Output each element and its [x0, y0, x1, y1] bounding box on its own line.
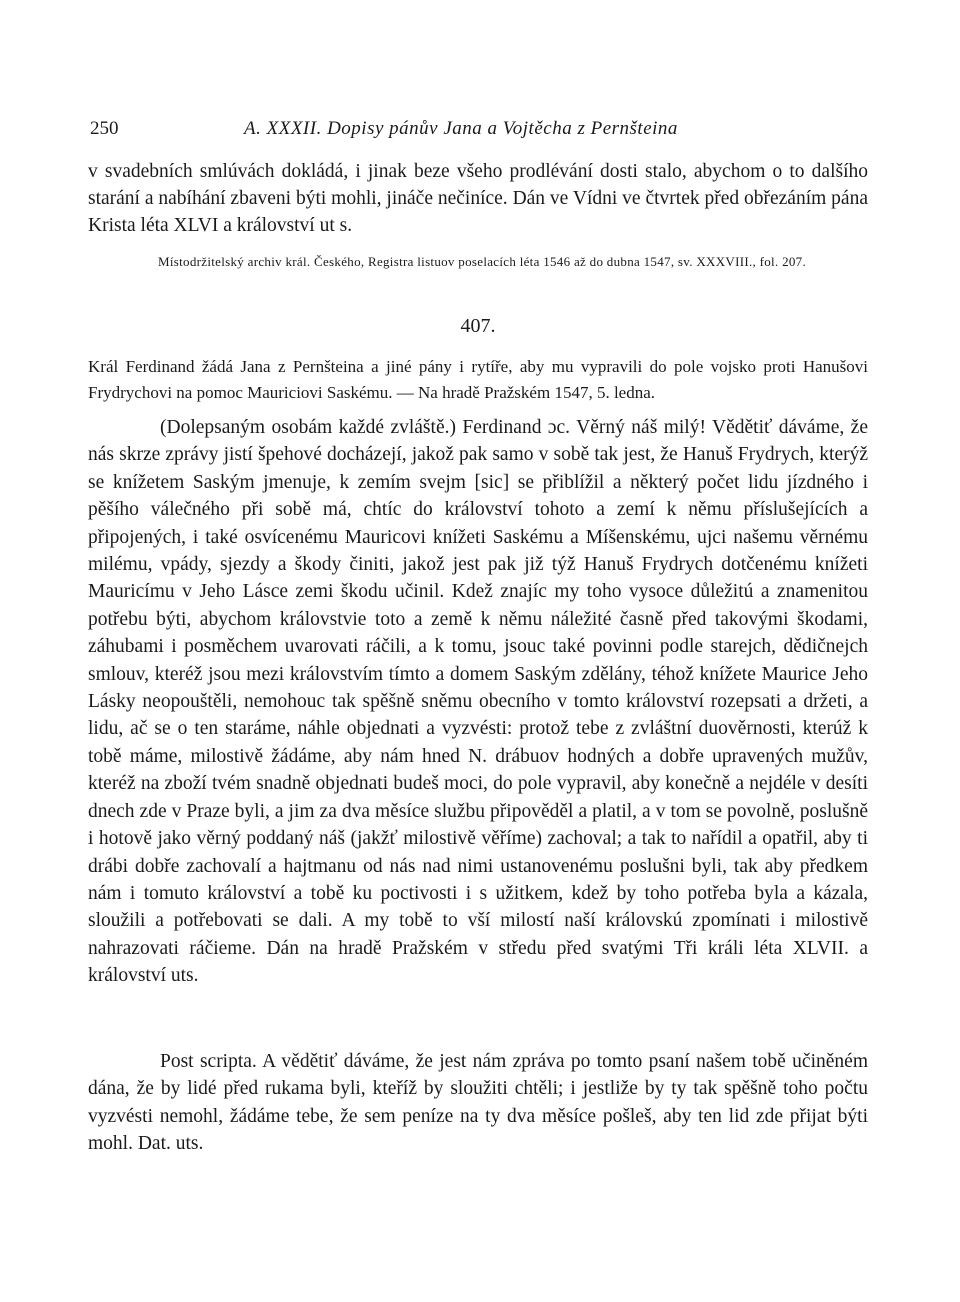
- document-number: 407.: [460, 315, 496, 337]
- archival-source-note: Místodržitelský archiv král. Českého, Registra listuov poselacích léta 1546 až do dubna 1547, sv. XXXVIII., fol. 207.: [158, 254, 807, 269]
- running-title: A. XXXII. Dopisy pánův Jana a Vojtěcha z Pernšteina: [244, 118, 678, 139]
- running-head: [88, 116, 868, 142]
- letter-body: (Dolepsaným osobám každé zvláště.) Ferdinand ɔc. Věrný náš milý! Vědětiť dáváme, že nás skrze zprávy jistí špehové docházejí, jakož pak samo v sobě tak jest, že Hanuš Frydrych, kterýž se knížetem Saským jmenuje, k zemím svejm [sic] se přiblížil a některý počet lidu jízdného i pěšího válečného při sobě má, chtíc do království tohoto a zemí k němu příslušejících a připojených, i také osvícenému Mauricovi knížeti Saskému a Míšenskému, ujci našemu věrnému milému, vpády, sjezdy a škody činiti, jakož jest pak již týž Hanuš Frydrych dotčenému knížeti Mauricímu v Jeho Lásce zemi škodu učinil. Kdež znajíc my toho vysoce důležitú a znamenitou potřebu býti, abychom královstvie toto a země k němu náležité časně před takovými škodami, záhubami i posměchem uvarovati ráčili, a k tomu, jsouc také povinni podle starejch, dědičnejch smlouv, kteréž jsou mezi královstvím tímto a domem Saským zdělány, téhož knížete Maurice Jeho Lásky neopouštěli, nemohouc tak spěšně sněmu obecního v tomto království rozepsati a držeti, a lidu, ač se o ten staráme, náhle objednati a vyzvésti: protož tebe z zvláštní duověrnosti, kterúž k tobě máme, milostivě žádáme, aby nám hned N. drábuov hodných a dobře upravených mužův, kteréž na zboží tvém snadně objednati budeš moci, do pole vypravil, aby konečně a nejdéle v desíti dnech zde v Praze byli, a jim za dva měsíce službu připověděl a platil, a v tom se povolně, poslušně i hotově jako věrný poddaný náš (jakžť milostivě věříme) zachoval; a tak to nařídil a opatřil, aby ti drábi dobře zachovalí a hajtmanu od nás nad nimi ustanovenému poslušni byli, tak aby předkem nám i tomuto království a tobě ku poctivosti i s užitkem, kdež by toho potřeba byla a kázala, sloužili a potřebovati se dali. A my tobě to vší milostí naší královskú zpomínati i milostivě nahrazovati ráčieme. Dán na hradě Pražském v středu před svatými Tři králi léta XLVII. a království uts.: [88, 417, 868, 987]
- document-regest: Král Ferdinand žádá Jana z Pernšteina a jiné pány i rytíře, aby mu vypravili do pole vojsko proti Hanušovi Frydrychovi na pomoc Mauriciovi Saskému. — Na hradě Pražském 1547, 5. ledna.: [88, 357, 868, 402]
- page-number: 250: [90, 118, 119, 139]
- letter-postscript: Post scripta. A vědětiť dáváme, že jest nám zpráva po tomto psaní našem tobě učiněném dána, že by lidé před rukama byli, kteříž by sloužiti chtěli; i jestliže by ty tak spěšně toho počtu vyzvésti nemohl, žádáme tebe, že sem peníze na ty dva měsíce pošleš, aby ten lid zde přijat býti mohl. Dat. uts.: [88, 1051, 868, 1155]
- previous-letter-ending: v svadebních smlúvách dokládá, i jinak beze všeho prodlévání dosti stalo, abychom o to dalšího starání a nabíhání zbaveni býti mohli, jináče nečiníce. Dán ve Vídni ve čtvrtek před obřezáním pána Krista léta XLVI a království ut s.: [88, 161, 868, 236]
